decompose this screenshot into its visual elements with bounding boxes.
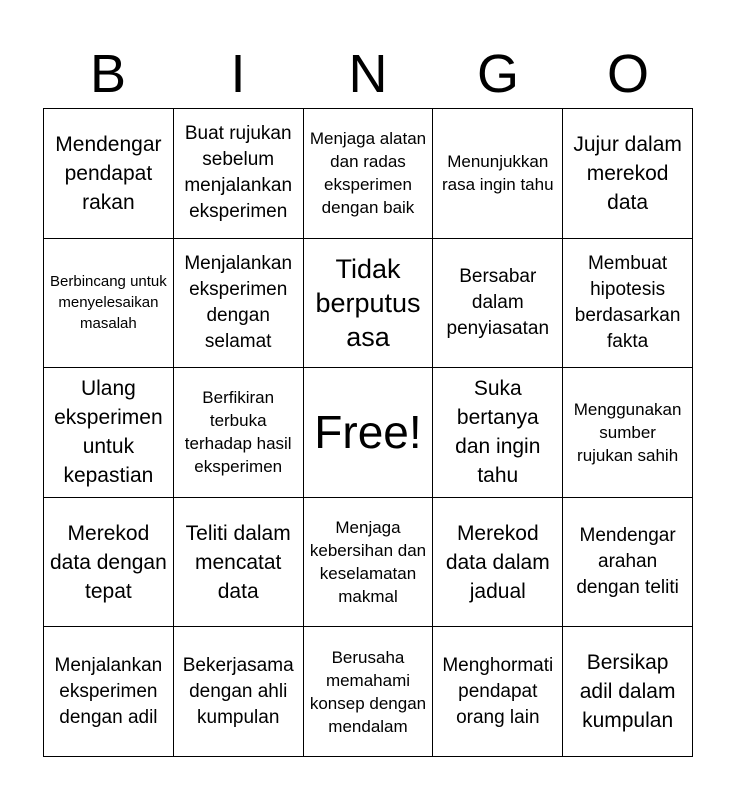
free-space-text: Free!: [314, 406, 422, 459]
bingo-cell[interactable]: [174, 239, 304, 369]
bingo-cell[interactable]: [174, 498, 304, 628]
bingo-cell[interactable]: [433, 498, 563, 628]
header-letter-n: N: [348, 44, 388, 104]
cell-text: Menunjukkan rasa ingin tahu: [442, 152, 554, 195]
cell-text: Bekerjasama dengan ahli kumpulan: [182, 654, 294, 728]
cell-text: Bersabar dalam penyiasatan: [446, 265, 550, 339]
bingo-cell[interactable]: [304, 109, 434, 239]
cell-text: Merekod data dengan tepat: [50, 521, 167, 603]
cell-text: Suka bertanya dan ingin tahu: [455, 377, 541, 488]
bingo-cell[interactable]: [433, 368, 563, 498]
bingo-cell[interactable]: [304, 239, 434, 369]
cell-text: Ulang eksperimen untuk kepastian: [54, 377, 163, 488]
bingo-cell[interactable]: [433, 109, 563, 239]
cell-text: Berbincang untuk menyelesaikan masalah: [50, 273, 167, 333]
bingo-cell[interactable]: [174, 109, 304, 239]
cell-text: Menghormati pendapat orang lain: [442, 654, 554, 728]
cell-text: Jujur dalam merekod data: [573, 132, 682, 214]
bingo-cell[interactable]: [44, 239, 174, 369]
cell-text: Menggunakan sumber rujukan sahih: [573, 399, 682, 465]
free-space-cell[interactable]: [304, 368, 434, 498]
bingo-cell[interactable]: [44, 627, 174, 757]
bingo-cell[interactable]: [174, 368, 304, 498]
bingo-cell[interactable]: [174, 627, 304, 757]
cell-text: Menjaga alatan dan radas eksperimen dengan baik: [309, 129, 427, 218]
bingo-cell[interactable]: [563, 239, 693, 369]
cell-text: Teliti dalam mencatat data: [185, 521, 291, 603]
bingo-cell[interactable]: [44, 368, 174, 498]
bingo-header: [43, 40, 693, 108]
cell-text: Merekod data dalam jadual: [445, 521, 550, 603]
bingo-cell[interactable]: [563, 368, 693, 498]
cell-text: Membuat hipotesis berdasarkan fakta: [574, 252, 681, 352]
bingo-cell[interactable]: [563, 109, 693, 239]
cell-text: Berfikiran terbuka terhadap hasil eksperimen: [184, 388, 292, 477]
bingo-cell[interactable]: [44, 109, 174, 239]
bingo-cell[interactable]: [563, 498, 693, 628]
cell-text: Bersikap adil dalam kumpulan: [579, 651, 676, 733]
bingo-cell[interactable]: [563, 627, 693, 757]
bingo-cell[interactable]: [44, 498, 174, 628]
bingo-board: [43, 108, 693, 757]
cell-text: Tidak berputus asa: [315, 253, 421, 352]
cell-text: Buat rujukan sebelum menjalankan eksperimen: [184, 123, 293, 223]
bingo-cell[interactable]: [433, 239, 563, 369]
cell-text: Menjalankan eksperimen dengan selamat: [184, 252, 293, 352]
header-letter-b: B: [89, 44, 127, 104]
cell-text: Menjalankan eksperimen dengan adil: [54, 654, 163, 728]
cell-text: Berusaha memahami konsep dengan mendalam: [309, 647, 427, 736]
header-letter-o: O: [606, 44, 649, 104]
header-letter-g: G: [476, 44, 519, 104]
cell-text: Menjaga kebersihan dan keselamatan makmal: [309, 518, 427, 607]
bingo-cell[interactable]: [304, 498, 434, 628]
cell-text: Mendengar pendapat rakan: [55, 132, 162, 214]
header-letter-i: I: [230, 44, 246, 104]
bingo-cell[interactable]: [304, 627, 434, 757]
bingo-cell[interactable]: [433, 627, 563, 757]
cell-text: Mendengar arahan dengan teliti: [576, 525, 679, 599]
